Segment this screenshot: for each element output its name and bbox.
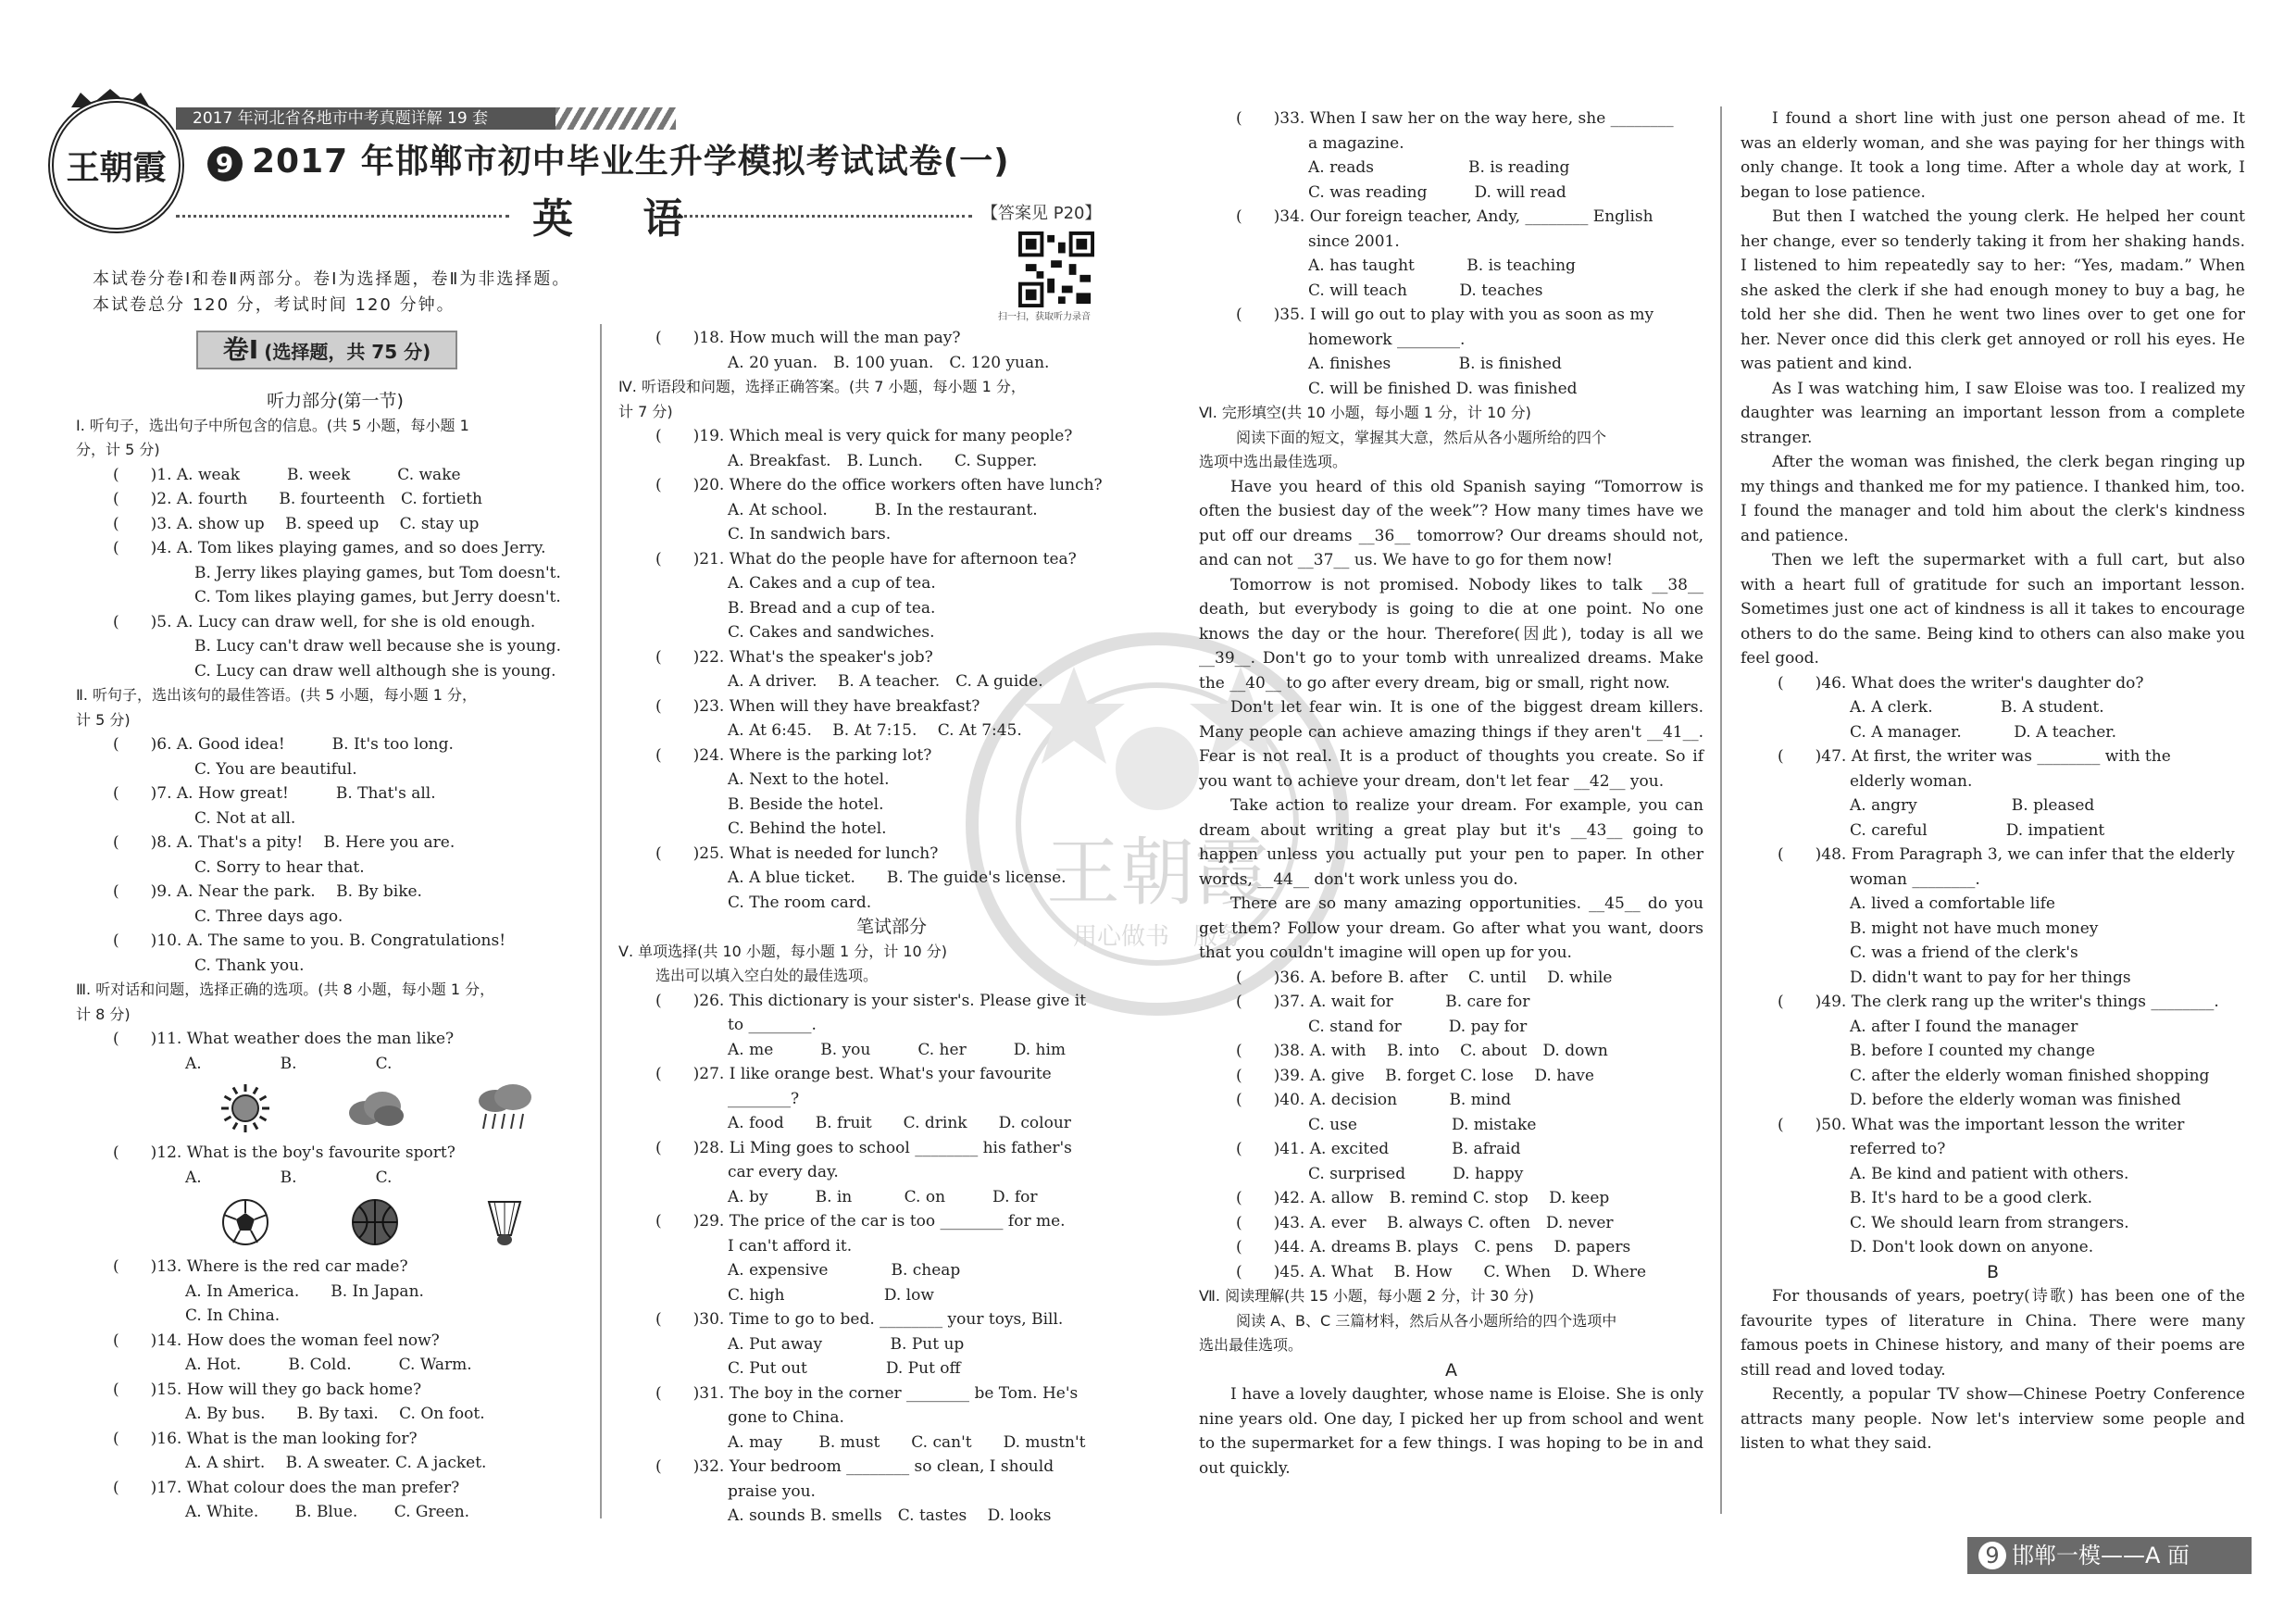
question-line: ( )5. A. Lucy can draw well, for she is old enough. — [113, 612, 536, 631]
option-line: C. You are beautiful. — [194, 759, 357, 779]
question-line: ( )34. Our foreign teacher, Andy, ________ English — [1236, 207, 1653, 226]
question-line: ( )50. What was the important lesson the writer — [1778, 1115, 2185, 1134]
section-heading: Ⅲ. 听对话和问题，选择正确的选项。(共 8 小题，每小题 1 分， — [76, 981, 495, 998]
question-line: ( )40. A. decision B. mind — [1236, 1091, 1512, 1109]
option-line: A. Breakfast. B. Lunch. C. Supper. — [728, 451, 1038, 470]
option-line: C. Not at all. — [194, 808, 296, 828]
passage-paragraph: Have you heard of this old Spanish saying “Tomorrow is often the busiest day of the week”? How many times have we put off our dreams __36__ tomorrow? Our dreams should not, and can not __37__ us. We have to go for them now! — [1199, 477, 1703, 569]
option-line: homework ________. — [1308, 330, 1466, 349]
option-line: C. will be finished D. was finished — [1308, 379, 1578, 398]
question-line: ( )43. A. ever B. always C. often D. never — [1236, 1213, 1614, 1232]
column-divider — [600, 324, 602, 1518]
option-line: C. high D. low — [728, 1285, 934, 1305]
option-line: car every day. — [728, 1163, 839, 1181]
sport-picture-options — [76, 1190, 594, 1255]
question-line: ( )17. What colour does the man prefer? — [113, 1478, 460, 1497]
option-line: C. Behind the hotel. — [728, 819, 887, 838]
section-heading: 选出最佳选项。 — [1199, 1336, 1304, 1354]
option-line: B. might not have much money — [1850, 918, 2099, 938]
title-divider-left — [176, 215, 509, 218]
option-line: A. B. C. — [185, 1054, 393, 1073]
column-1 — [76, 389, 594, 1525]
option-line: A. angry B. pleased — [1850, 796, 2095, 815]
section-heading: Ⅳ. 听语段和问题，选择正确答案。(共 7 小题，每小题 1 分， — [618, 378, 1026, 395]
question-line: ( )8. A. That's a pity! B. Here you are. — [113, 833, 455, 852]
option-line: C. The room card. — [728, 893, 872, 912]
option-line: A. By bus. B. By taxi. C. On foot. — [185, 1405, 485, 1423]
cloud-icon[interactable] — [343, 1081, 407, 1136]
weather-picture-options — [76, 1076, 594, 1141]
section-heading: 计 8 分) — [76, 1005, 131, 1023]
option-line: C. was a friend of the clerk's — [1850, 943, 2078, 962]
option-line: gone to China. — [728, 1408, 844, 1427]
option-line: B. Lucy can't draw well because she is young. — [194, 637, 562, 656]
passage-paragraph: For thousands of years, poetry(诗歌) has been one of the favourite types of literature in China. There were many famous poets in Chinese history, and many of their poems are still read and loved today. — [1741, 1287, 2245, 1380]
part-heading: 听力部分(第一节) — [267, 391, 404, 411]
option-line: C. after the elderly woman finished shopping — [1850, 1066, 2210, 1085]
volume-badge: 卷Ⅰ (选择题，共 75 分) — [196, 331, 457, 369]
question-line: ( )41. A. excited B. afraid — [1236, 1140, 1521, 1158]
section-heading: Ⅰ. 听句子，选出句子中所包含的信息。(共 5 小题，每小题 1 — [76, 416, 469, 434]
qr-caption: 扫一扫，获取听力录音 — [998, 312, 1091, 322]
question-line: ( )7. A. How great! B. That's all. — [113, 784, 436, 803]
option-line: to ________. — [728, 1016, 817, 1034]
qr-code-icon[interactable] — [1018, 231, 1094, 307]
column-2 — [618, 326, 1165, 1529]
option-line: A. by B. in C. on D. for — [728, 1187, 1038, 1206]
part-heading: A — [1445, 1359, 1457, 1381]
option-line: A. has taught B. is teaching — [1308, 256, 1576, 275]
subject-title: 英 语 — [532, 195, 712, 243]
passage-paragraph: Tomorrow is not promised. Nobody likes to talk __38__ death, but everybody is going to die at one point. No one knows the day or the hour. Therefore(因此), today is all we __39__. Don't go to your tomb with unrealized dreams. Make the __40__ to go after every dream, big or small, right now. — [1199, 575, 1703, 693]
option-line: C. was reading D. will read — [1308, 182, 1566, 202]
option-line: C. will teach D. teaches — [1308, 281, 1543, 300]
option-line: B. Bread and a cup of tea. — [728, 598, 936, 618]
option-line: A. At school. B. In the restaurant. — [728, 500, 1038, 519]
option-line: B. It's hard to be a good clerk. — [1850, 1189, 2092, 1207]
question-line: ( )16. What is the man looking for? — [113, 1429, 418, 1448]
question-line: ( )46. What does the writer's daughter do? — [1778, 673, 2144, 693]
passage-paragraph: I have a lovely daughter, whose name is Eloise. She is only nine years old. One day, I picked her up from school and went to the supermarket for a few things. I was hoping to be in and out quickly. — [1199, 1385, 1703, 1478]
passage-paragraph: But then I watched the young clerk. He helped her count her change, ever so tenderly taking it from her shaking hands. I listened to him repeatedly say to her: “Yes, madam.” When she asked the clerk if she had enough money to buy a bag, he told her she did. Then he went two lines over to get one for her. Never once did this clerk get annoyed or roll his eyes. He was patient and kind. — [1741, 207, 2245, 373]
option-line: C. In sandwich bars. — [728, 525, 892, 544]
exam-instructions: 本试卷分卷Ⅰ和卷Ⅱ两部分。卷Ⅰ为选择题，卷Ⅱ为非选择题。 本试卷总分 120 分，考试时间 120 分钟。 — [93, 269, 571, 315]
section-heading: 阅读下面的短文，掌握其大意，然后从各小题所给的四个 — [1236, 428, 1607, 446]
page-footer-badge: 9 邯郸一模——A 面 — [1967, 1537, 2252, 1574]
option-line: A. Next to the hotel. — [728, 770, 890, 789]
question-line: ( )44. A. dreams B. plays C. pens D. papers — [1236, 1238, 1631, 1256]
option-line: A. White. B. Blue. C. Green. — [185, 1503, 470, 1521]
question-line: ( )47. At first, the writer was ________ with the — [1778, 747, 2171, 766]
option-line: A. A driver. B. A teacher. C. A guide. — [728, 672, 1043, 691]
question-line: ( )15. How will they go back home? — [113, 1380, 422, 1399]
series-banner: 2017 年河北省各地市中考真题详解 19 套 — [176, 107, 563, 130]
option-line: praise you. — [728, 1481, 816, 1501]
option-line: B. Beside the hotel. — [728, 794, 884, 814]
option-line: C. careful D. impatient — [1850, 820, 2105, 840]
option-line: a magazine. — [1308, 133, 1404, 153]
question-line: ( )20. Where do the office workers often have lunch? — [655, 476, 1103, 494]
question-line: ( )21. What do the people have for afternoon tea? — [655, 549, 1077, 569]
option-line: referred to? — [1850, 1140, 1946, 1158]
exam-title: 9 2017 年邯郸市初中毕业生升学模拟考试试卷(一) — [207, 135, 1010, 182]
column-divider — [1720, 106, 1722, 1514]
option-line: A. expensive B. cheap — [728, 1261, 961, 1280]
option-line: C. In China. — [185, 1306, 281, 1325]
option-line: B. before I counted my change — [1850, 1042, 2095, 1060]
rain-cloud-icon[interactable] — [472, 1081, 537, 1136]
passage-paragraph: There are so many amazing opportunities. __45__ do you get them? Follow your dream. Go after what you want, doors that you couldn't imagine will open up for you. — [1199, 894, 1703, 962]
question-line: ( )38. A. with B. into C. about D. down — [1236, 1042, 1608, 1060]
passage-paragraph: Then we left the supermarket with a full cart, but also with a heart full of gratitude for such an important lesson. Sometimes just one act of kindness is all it takes to encourage others to do the same. Being kind to others can also make you feel good. — [1741, 551, 2245, 668]
option-line: D. Don't look down on anyone. — [1850, 1238, 2094, 1256]
section-heading: 计 7 分) — [618, 402, 673, 420]
option-line: A. In America. B. In Japan. — [185, 1281, 424, 1301]
passage-paragraph: Don't let fear win. It is one of the biggest dream killers. Many people can achieve amazing things if they aren't __41__. Fear is not real. It is a product of thoughts you create. So if you want to achieve your dream, don't let fear __42__ you. — [1199, 698, 1703, 791]
option-line: C. Lucy can draw well although she is young. — [194, 661, 556, 681]
option-line: D. before the elderly woman was finished — [1850, 1091, 2181, 1109]
shuttlecock-icon[interactable] — [472, 1194, 537, 1250]
question-line: ( )48. From Paragraph 3, we can infer that the elderly — [1778, 845, 2235, 864]
option-line: C. surprised D. happy — [1308, 1164, 1524, 1183]
option-line: A. Be kind and patient with others. — [1850, 1164, 2129, 1183]
watermark-text: 王朝霞 — [1046, 830, 1268, 916]
option-line: I can't afford it. — [728, 1236, 853, 1256]
question-line: ( )4. A. Tom likes playing games, and so does Jerry. — [113, 539, 546, 557]
section-heading: 阅读 A、B、C 三篇材料，然后从各小题所给的四个选项中 — [1236, 1311, 1617, 1330]
option-line: A. may B. must C. can't D. mustn't — [728, 1432, 1086, 1452]
part-heading: B — [1986, 1261, 2000, 1282]
option-line: elderly woman. — [1850, 771, 1973, 791]
question-line: ( )28. Li Ming goes to school ________ his father's — [655, 1138, 1072, 1157]
option-line: C. Three days ago. — [194, 906, 343, 926]
question-line: ( )23. When will they have breakfast? — [655, 696, 980, 716]
column-3 — [1199, 106, 1703, 1481]
question-line: ( )42. A. allow B. remind C. stop D. keep — [1236, 1189, 1610, 1207]
option-line: C. Sorry to hear that. — [194, 857, 365, 877]
section-heading: Ⅵ. 完形填空(共 10 小题，每小题 1 分，计 10 分) — [1199, 404, 1531, 421]
question-line: ( )32. Your bedroom ________ so clean, I should — [655, 1457, 1054, 1476]
section-heading: Ⅱ. 听句子，选出该句的最佳答语。(共 5 小题，每小题 1 分， — [76, 686, 477, 704]
option-line: A. sounds B. smells C. tastes D. looks — [728, 1506, 1052, 1525]
question-line: ( )13. Where is the red car made? — [113, 1257, 408, 1276]
banner-decoration — [555, 107, 676, 130]
option-line: C. We should learn from strangers. — [1850, 1213, 2129, 1232]
brand-logo: 王朝霞 — [48, 97, 184, 233]
section-heading: 选项中选出最佳选项。 — [1199, 453, 1348, 470]
option-line: since 2001. — [1308, 231, 1400, 251]
question-line: ( )9. A. Near the park. B. By bike. — [113, 882, 422, 901]
option-line: A. lived a comfortable life — [1850, 894, 2055, 913]
question-line: ( )1. A. weak B. week C. wake — [113, 465, 461, 484]
question-line: ( )6. A. Good idea! B. It's too long. — [113, 735, 454, 754]
question-line: ( )24. Where is the parking lot? — [655, 745, 932, 765]
option-line: C. stand for D. pay for — [1308, 1017, 1528, 1036]
question-line: ( )14. How does the woman feel now? — [113, 1331, 440, 1350]
question-line: ( )19. Which meal is very quick for many people? — [655, 427, 1073, 445]
question-line: ( )26. This dictionary is your sister's. Please give it — [655, 991, 1087, 1010]
question-line: ( )35. I will go out to play with you as soon as my — [1236, 306, 1654, 324]
option-line: A. A blue ticket. B. The guide's license. — [728, 868, 1067, 887]
watermark-subtext: 用心做书 服务 — [1072, 923, 1242, 951]
question-line: ( )29. The price of the car is too ________ for me. — [655, 1212, 1066, 1231]
basketball-icon[interactable] — [343, 1194, 407, 1250]
option-line: C. Put out D. Put off — [728, 1359, 961, 1378]
option-line: C. A manager. D. A teacher. — [1850, 722, 2116, 742]
answer-reference: 【答案见 P20】 — [981, 204, 1102, 223]
question-line: ( )33. When I saw her on the way here, she ________ — [1236, 109, 1674, 128]
option-line: A. after I found the manager — [1850, 1017, 2078, 1036]
option-line: A. reads B. is reading — [1308, 158, 1570, 177]
question-line: ( )18. How much will the man pay? — [655, 329, 961, 347]
column-4 — [1741, 106, 2245, 1456]
section-heading: 分，计 5 分) — [76, 441, 160, 458]
option-line: B. Jerry likes playing games, but Tom doesn't. — [194, 563, 561, 582]
section-heading: 选出可以填入空白处的最佳选项。 — [655, 967, 879, 984]
question-line: ( )3. A. show up B. speed up C. stay up — [113, 514, 480, 533]
question-line: ( )25. What is needed for lunch? — [655, 843, 939, 863]
option-line: A. B. C. — [185, 1168, 393, 1187]
question-line: ( )37. A. wait for B. care for — [1236, 993, 1530, 1011]
question-line: ( )12. What is the boy's favourite sport? — [113, 1143, 455, 1162]
option-line: C. Cakes and sandwiches. — [728, 623, 935, 642]
question-line: ( )22. What's the speaker's job? — [655, 647, 933, 667]
option-line: ________? — [728, 1089, 800, 1108]
option-line: C. Thank you. — [194, 956, 305, 975]
option-line: A. A shirt. B. A sweater. C. A jacket. — [185, 1454, 487, 1472]
section-heading: 计 5 分) — [76, 710, 131, 729]
question-line: ( )11. What weather does the man like? — [113, 1030, 455, 1048]
option-line: A. A clerk. B. A student. — [1850, 698, 2104, 717]
question-line: ( )39. A. give B. forget C. lose D. have — [1236, 1066, 1594, 1085]
option-line: A. finishes B. is finished — [1308, 355, 1562, 373]
question-line: ( )27. I like orange best. What's your favourite — [655, 1065, 1052, 1083]
option-line: A. At 6:45. B. At 7:15. C. At 7:45. — [728, 721, 1022, 740]
option-line: A. Cakes and a cup of tea. — [728, 574, 936, 593]
question-line: ( )30. Time to go to bed. ________ your toys, Bill. — [655, 1310, 1064, 1329]
question-line: ( )45. A. What B. How C. When D. Where — [1236, 1262, 1647, 1281]
football-icon[interactable] — [213, 1194, 278, 1250]
question-line: ( )31. The boy in the corner ________ be Tom. He's — [655, 1383, 1079, 1403]
exam-number-badge: 9 — [207, 146, 243, 181]
question-line: ( )49. The clerk rang up the writer's things ________. — [1778, 993, 2219, 1011]
part-heading: 笔试部分 — [855, 917, 927, 937]
option-line: A. 20 yuan. B. 100 yuan. C. 120 yuan. — [728, 353, 1050, 372]
option-line: A. Put away B. Put up — [728, 1334, 965, 1354]
section-heading: Ⅴ. 单项选择(共 10 小题，每小题 1 分，计 10 分) — [618, 942, 948, 960]
option-line: A. food B. fruit C. drink D. colour — [728, 1114, 1071, 1132]
sun-icon[interactable] — [213, 1081, 278, 1136]
option-line: A. me B. you C. her D. him — [728, 1040, 1067, 1059]
question-line: ( )10. A. The same to you. B. Congratulations! — [113, 931, 506, 950]
question-line: ( )36. A. before B. after C. until D. while — [1236, 968, 1613, 987]
passage-paragraph: As I was watching him, I saw Eloise was too. I realized my daughter was learning an important lesson from a complete stranger. — [1741, 379, 2245, 447]
option-line: C. use D. mistake — [1308, 1115, 1537, 1134]
passage-paragraph: Recently, a popular TV show—Chinese Poetry Conference attracts many people. Now let's interview some people and listen to what they said. — [1741, 1385, 2245, 1453]
passage-paragraph: After the woman was finished, the clerk began ringing up my things and thanked me for my patience. I thanked him, too. I found the manager and told him about the clerk's kindness and patience. — [1741, 453, 2245, 545]
option-line: C. Tom likes playing games, but Jerry doesn't. — [194, 588, 561, 606]
passage-paragraph: I found a short line with just one person ahead of me. It was an elderly woman, and she was paying for her things with only change. It took a long time. After a whole day at work, I began to lose patience. — [1741, 109, 2245, 202]
option-line: D. didn't want to pay for her things — [1850, 968, 2131, 987]
option-line: woman ________. — [1850, 869, 1980, 889]
passage-paragraph: Take action to realize your dream. For example, you can dream about writing a great play but it's __43__ going to happen unless you actually put your pen to paper. In other words, __44__ don't work unless you do. — [1199, 796, 1703, 889]
option-line: A. Hot. B. Cold. C. Warm. — [185, 1356, 472, 1374]
section-heading: Ⅶ. 阅读理解(共 15 小题，每小题 2 分，计 30 分) — [1199, 1287, 1534, 1305]
title-divider-right — [667, 215, 972, 218]
question-line: ( )2. A. fourth B. fourteenth C. fortieth — [113, 490, 482, 508]
